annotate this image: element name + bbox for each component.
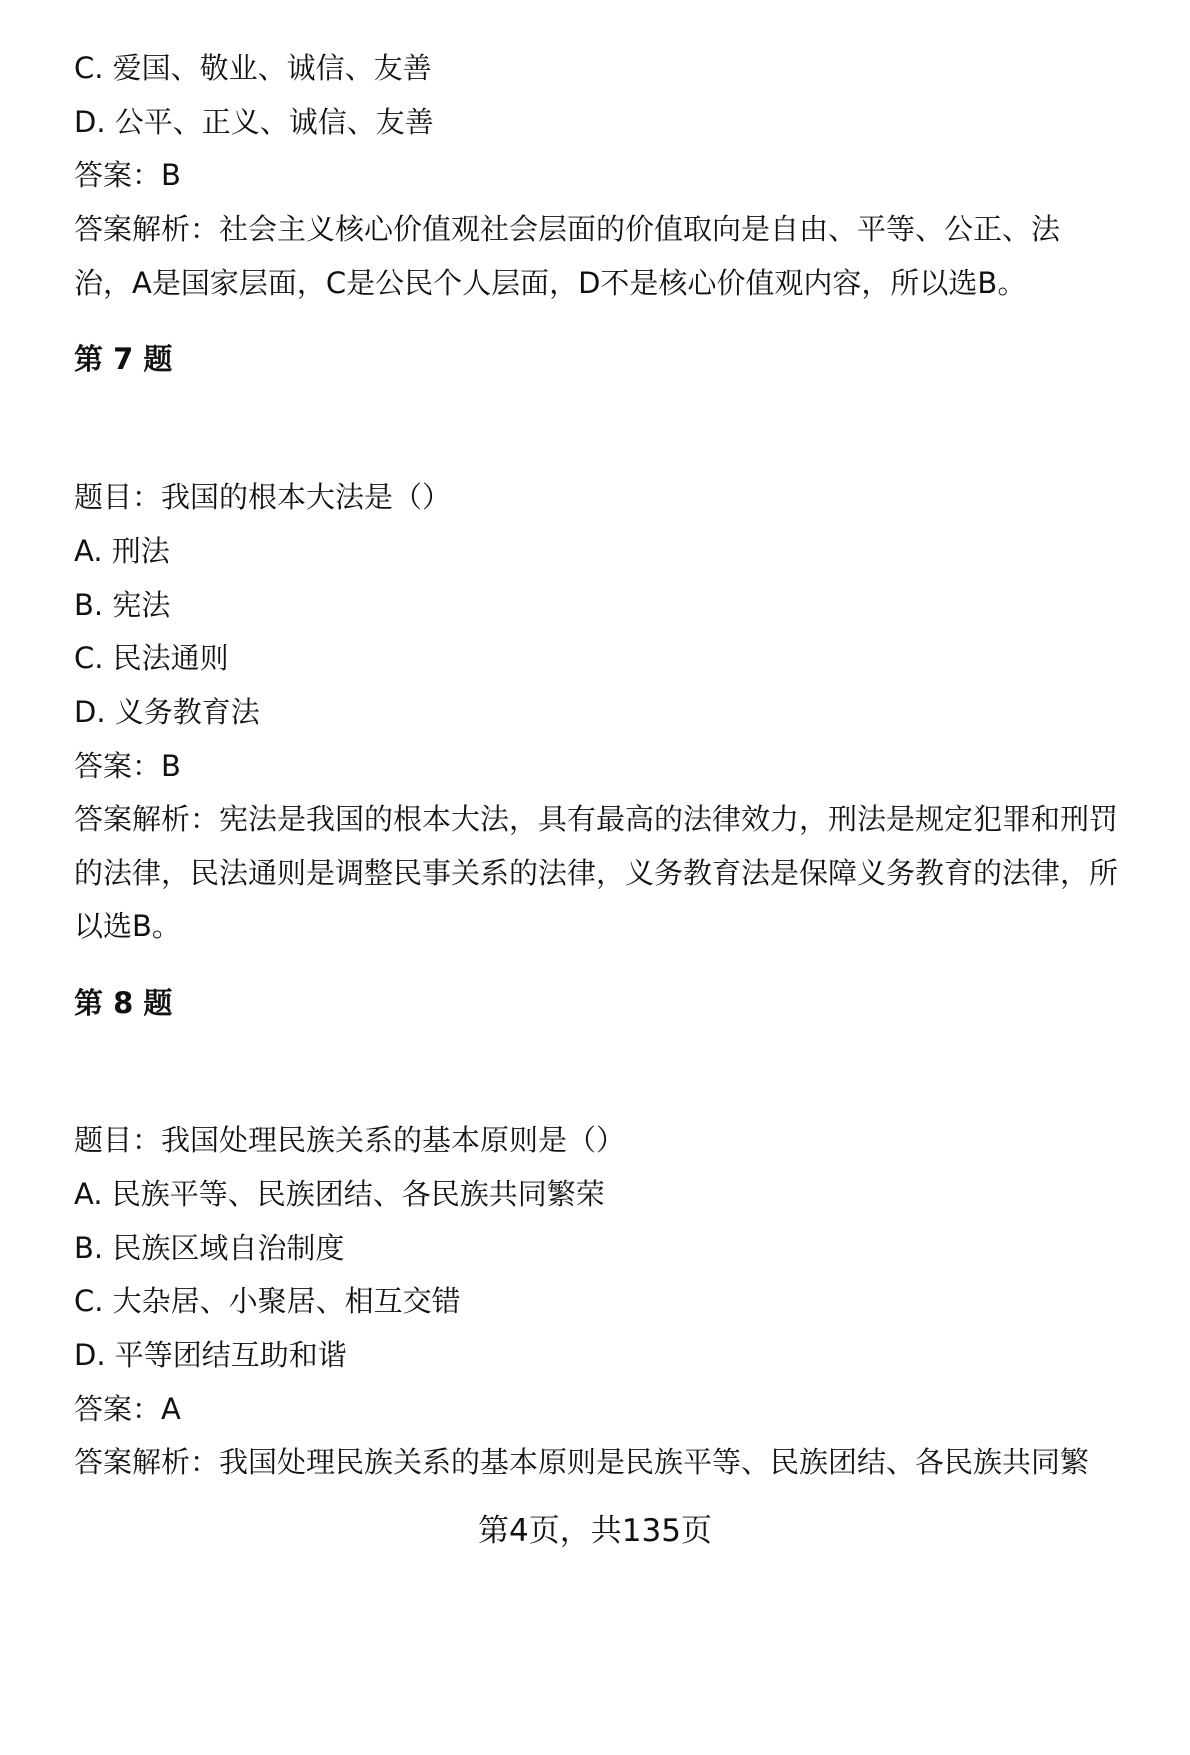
page-number: 第4页，共135页: [478, 1513, 712, 1549]
q8-option-d: D. 平等团结互助和谐: [74, 1338, 347, 1372]
q6-analysis-line-2: 治，A是国家层面，C是公民个人层面，D不是核心价值观内容，所以选B。: [74, 266, 1027, 300]
q8-option-b: B. 民族区域自治制度: [74, 1231, 345, 1265]
q7-analysis-line-2: 的法律，民法通则是调整民事关系的法律，义务教育法是保障义务教育的法律，所: [74, 856, 1119, 890]
q8-question: 题目：我国处理民族关系的基本原则是（）: [74, 1123, 626, 1157]
q6-answer: 答案：B: [74, 158, 181, 192]
q7-analysis-line-3: 以选B。: [74, 909, 181, 943]
q7-heading: 第 7 题: [74, 342, 173, 376]
q6-analysis-line-1: 答案解析：社会主义核心价值观社会层面的价值取向是自由、平等、公正、法: [74, 212, 1061, 246]
q7-option-c: C. 民法通则: [74, 641, 229, 675]
q7-option-b: B. 宪法: [74, 588, 171, 622]
q8-analysis-line-1: 答案解析：我国处理民族关系的基本原则是民族平等、民族团结、各民族共同繁: [74, 1445, 1090, 1479]
q7-option-d: D. 义务教育法: [74, 695, 260, 729]
q7-answer: 答案：B: [74, 749, 181, 783]
q6-option-c: C. 爱国、敬业、诚信、友善: [74, 51, 432, 85]
q6-option-d: D. 公平、正义、诚信、友善: [74, 105, 434, 139]
q8-option-c: C. 大杂居、小聚居、相互交错: [74, 1284, 461, 1318]
q8-heading: 第 8 题: [74, 986, 173, 1020]
q8-answer: 答案：A: [74, 1392, 181, 1426]
q7-option-a: A. 刑法: [74, 534, 170, 568]
q7-question: 题目：我国的根本大法是（）: [74, 480, 452, 514]
q7-analysis-line-1: 答案解析：宪法是我国的根本大法，具有最高的法律效力，刑法是规定犯罪和刑罚: [74, 802, 1119, 836]
q8-option-a: A. 民族平等、民族团结、各民族共同繁荣: [74, 1177, 605, 1211]
